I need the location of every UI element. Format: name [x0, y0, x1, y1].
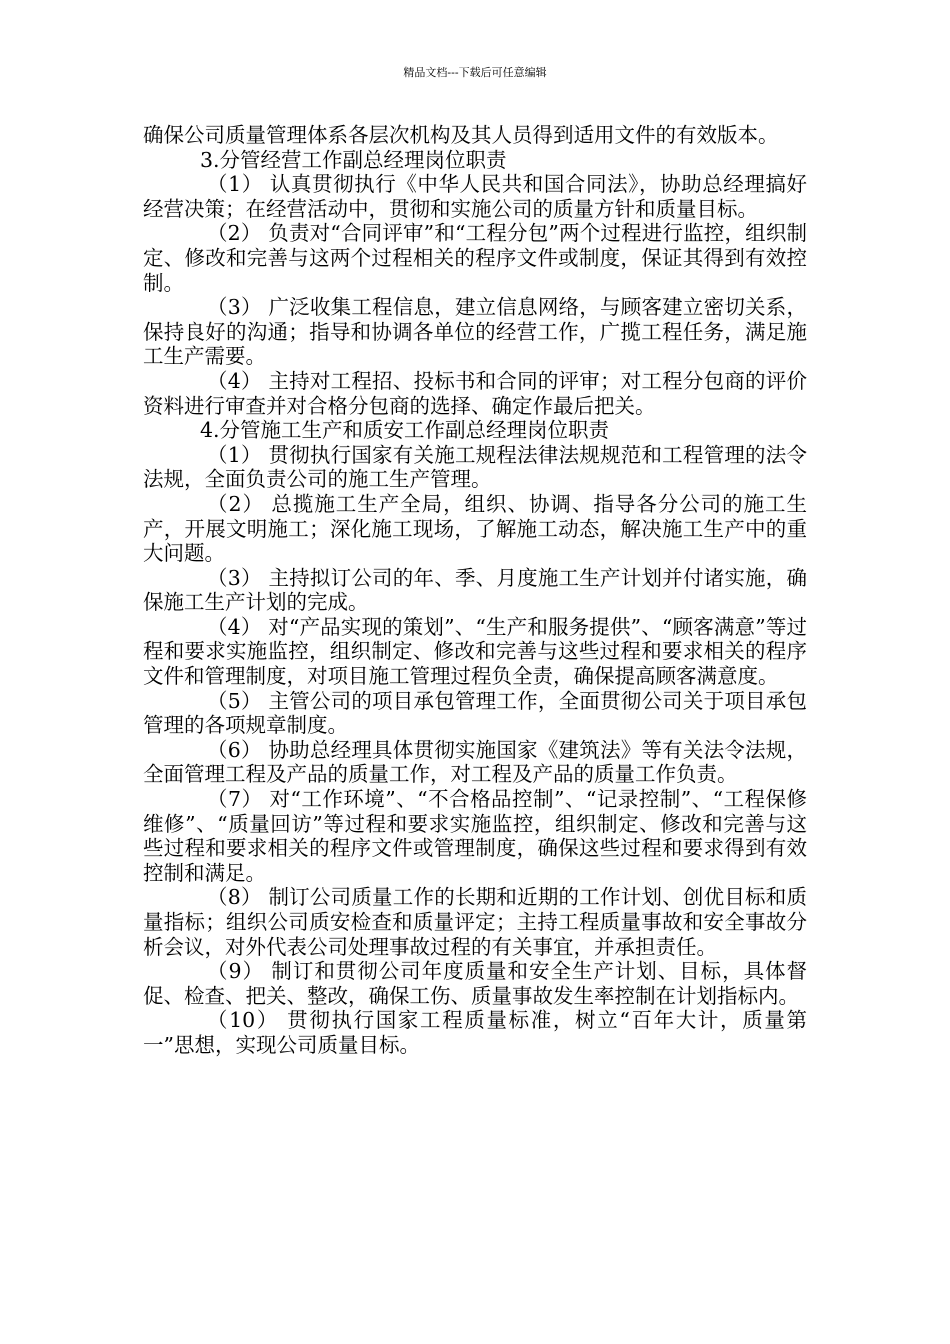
page-header: 精品文档---下载后可任意编辑	[403, 66, 547, 79]
paragraph-intro: 确保公司质量管理体系各层次机构及其人员得到适用文件的有效版本。	[143, 123, 779, 147]
list-item: （7） 对“工作环境”、“不合格品控制”、“记录控制”、“工程保修维修”、“质量回访”等过程和要求实施监控，组织制定、修改和完善与这些过程和要求相关的程序文件或管理制度，确保这些过程和要求得到有效控制和满足。	[143, 787, 807, 885]
list-item: （6） 协助总经理具体贯彻实施国家《建筑法》等有关法令法规，全面管理工程及产品的质量工作，对工程及产品的质量工作负责。	[143, 737, 807, 787]
list-item: （8） 制订公司质量工作的长期和近期的工作计划、创优目标和质量指标；组织公司质安检查和质量评定；主持工程质量事故和安全事故分析会议，对外代表公司处理事故过程的有关事宜，并承担责任。	[143, 885, 807, 959]
list-item: （2） 总揽施工生产全局，组织、协调、指导各分公司的施工生产，开展文明施工；深化施工现场，了解施工动态，解决施工生产中的重大问题。	[143, 491, 807, 566]
list-item: （1） 认真贯彻执行《中华人民共和国合同法》，协助总经理搞好经营决策；在经营活动中，贯彻和实施公司的质量方针和质量目标。	[143, 172, 807, 221]
list-item: （10） 贯彻执行国家工程质量标准，树立“百年大计，质量第一”思想，实现公司质量目标。	[143, 1008, 807, 1057]
list-item: （1） 贯彻执行国家有关施工规程法律法规规范和工程管理的法令法规，全面负责公司的施工生产管理。	[143, 442, 807, 492]
section-heading-3: 3.分管经营工作副总经理岗位职责	[200, 147, 507, 172]
list-item: （3） 广泛收集工程信息，建立信息网络，与顾客建立密切关系，保持良好的沟通；指导和协调各单位的经营工作，广揽工程任务，满足施工生产需要。	[143, 295, 807, 369]
list-item: （3） 主持拟订公司的年、季、月度施工生产计划并付诸实施，确保施工生产计划的完成。	[143, 565, 807, 615]
list-item: （4） 主持对工程招、投标书和合同的评审；对工程分包商的评价资料进行审查并对合格分包商的选择、确定作最后把关。	[143, 368, 807, 418]
document-body	[143, 123, 807, 1058]
list-item: （9） 制订和贯彻公司年度质量和安全生产计划、目标，具体督促、检查、把关、整改，确保工伤、质量事故发生率控制在计划指标内。	[143, 959, 807, 1008]
section-heading-4: 4.分管施工生产和质安工作副总经理岗位职责	[200, 418, 610, 443]
list-item: （4） 对“产品实现的策划”、“生产和服务提供”、“顾客满意”等过程和要求实施监控，组织制定、修改和完善与这些过程和要求相关的程序文件和管理制度，对项目施工管理过程负全责，确保提高顾客满意度。	[143, 614, 807, 689]
list-item: （2） 负责对“合同评审”和“工程分包”两个过程进行监控，组织制定、修改和完善与这两个过程相关的程序文件或制度，保证其得到有效控制。	[143, 221, 807, 295]
list-item: （5） 主管公司的项目承包管理工作，全面贯彻公司关于项目承包管理的各项规章制度。	[143, 688, 807, 738]
